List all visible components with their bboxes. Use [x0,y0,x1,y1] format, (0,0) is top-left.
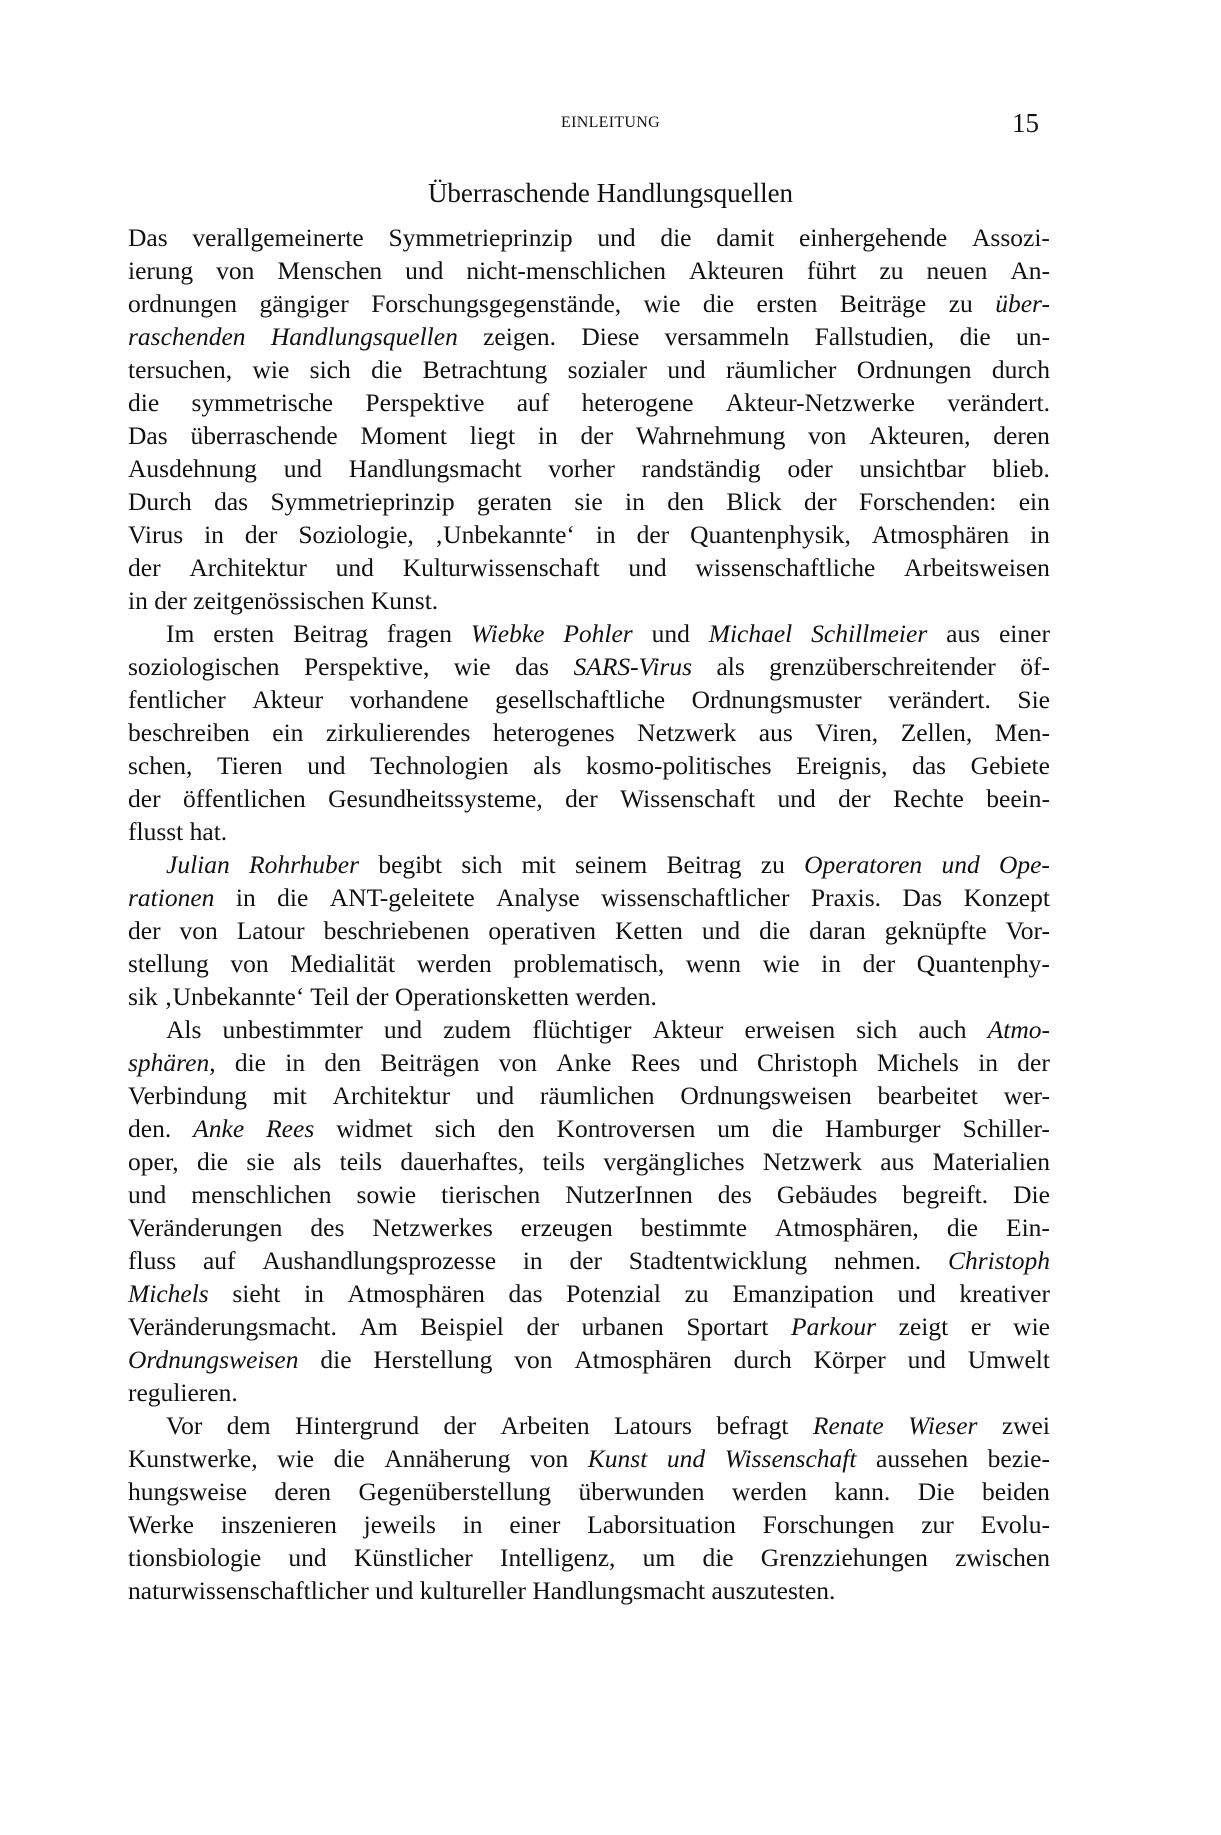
text-line: naturwissenschaftlicher und kultureller Handlungsmacht auszutesten. [128,1576,836,1605]
text-line: die symmetrische Perspektive auf heterogene Akteur-Netzwerke verändert. [128,388,1050,417]
text-line: der Architektur und Kulturwissenschaft und wissenschaftliche Arbeitsweisen [128,553,1050,582]
text-line: hungsweise deren Gegenüberstellung überwunden werden kann. Die beiden [128,1477,1050,1506]
text-line: sik ‚Unbekannte‘ Teil der Operationsketten werden. [128,982,657,1011]
text-line: Kunstwerke, wie die Annäherung von Kunst und Wissenschaft aussehen bezie- [128,1444,1050,1473]
text-line: fluss auf Aushandlungsprozesse in der Stadtentwicklung nehmen. Christoph [128,1246,1050,1275]
paragraph [128,848,1050,1013]
text-line: fentlicher Akteur vorhandene gesellschaftliche Ordnungsmuster verändert. Sie [128,685,1050,714]
text-line: Ausdehnung und Handlungsmacht vorher randständig oder unsichtbar blieb. [128,454,1050,483]
text-line: Ordnungsweisen die Herstellung von Atmosphären durch Körper und Umwelt [128,1345,1050,1374]
paragraph [128,1409,1050,1607]
paragraph [128,1013,1050,1409]
text-line: Werke inszenieren jeweils in einer Laborsituation Forschungen zur Evolu- [128,1510,1050,1539]
text-line: Das überraschende Moment liegt in der Wahrnehmung von Akteuren, deren [128,421,1050,450]
text-line: flusst hat. [128,817,228,846]
text-line: sphären, die in den Beiträgen von Anke Rees und Christoph Michels in der [128,1048,1050,1077]
text-line: rationen in die ANT-geleitete Analyse wissenschaftlicher Praxis. Das Konzept [128,883,1050,912]
text-line: Durch das Symmetrieprinzip geraten sie in den Blick der Forschenden: ein [128,487,1050,516]
text-line: beschreiben ein zirkulierendes heterogenes Netzwerk aus Viren, Zellen, Men- [128,718,1050,747]
text-line: in der zeitgenössischen Kunst. [128,586,439,615]
running-title: EINLEITUNG [561,114,660,131]
text-line: und menschlichen sowie tierischen NutzerInnen des Gebäudes begreift. Die [128,1180,1050,1209]
text-line: tersuchen, wie sich die Betrachtung sozialer und räumlicher Ordnungen durch [128,355,1050,384]
paragraph [128,617,1050,848]
text-line: der von Latour beschriebenen operativen Ketten und die daran geknüpfte Vor- [128,916,1050,945]
text-line: ordnungen gängiger Forschungsgegenstände, wie die ersten Beiträge zu über- [128,289,1050,318]
text-line: Julian Rohrhuber begibt sich mit seinem Beitrag zu Operatoren und Ope- [166,850,1050,879]
text-line: Im ersten Beitrag fragen Wiebke Pohler und Michael Schillmeier aus einer [166,619,1050,648]
text-line: Verbindung mit Architektur und räumlichen Ordnungsweisen bearbeitet wer- [128,1081,1050,1110]
text-line: regulieren. [128,1378,238,1407]
section-title: Überraschende Handlungsquellen [427,178,794,208]
text-line: soziologischen Perspektive, wie das SARS-Virus als grenzüberschreitender öf- [128,652,1050,681]
text-line: tionsbiologie und Künstlicher Intelligenz, um die Grenzziehungen zwischen [128,1543,1050,1572]
text-line: Das verallgemeinerte Symmetrieprinzip und die damit einhergehende Assozi- [128,223,1050,252]
text-line: oper, die sie als teils dauerhaftes, teils vergängliches Netzwerk aus Materialien [128,1147,1050,1176]
text-line: stellung von Medialität werden problematisch, wenn wie in der Quantenphy- [128,949,1050,978]
text-line: Als unbestimmter und zudem flüchtiger Akteur erweisen sich auch Atmo- [166,1015,1050,1044]
text-line: Michels sieht in Atmosphären das Potenzial zu Emanzipation und kreativer [128,1279,1050,1308]
text-line: den. Anke Rees widmet sich den Kontroversen um die Hamburger Schiller- [128,1114,1050,1143]
text-line: der öffentlichen Gesundheitssysteme, der Wissenschaft und der Rechte beein- [128,784,1050,813]
text-line: Veränderungsmacht. Am Beispiel der urbanen Sportart Parkour zeigt er wie [128,1312,1050,1341]
running-head [0,108,1221,138]
text-line: ierung von Menschen und nicht-menschlichen Akteuren führt zu neuen An- [128,256,1050,285]
text-line: Veränderungen des Netzwerkes erzeugen bestimmte Atmosphären, die Ein- [128,1213,1050,1242]
paragraph [128,221,1050,617]
text-line: schen, Tieren und Technologien als kosmo-politisches Ereignis, das Gebiete [128,751,1050,780]
page-number: 15 [1012,108,1039,138]
text-line: raschenden Handlungsquellen zeigen. Diese versammeln Fallstudien, die un- [128,322,1050,351]
body-text [128,221,1050,1607]
text-line: Vor dem Hintergrund der Arbeiten Latours befragt Renate Wieser zwei [166,1411,1050,1440]
text-line: Virus in der Soziologie, ‚Unbekannte‘ in der Quantenphysik, Atmosphären in [128,520,1050,549]
